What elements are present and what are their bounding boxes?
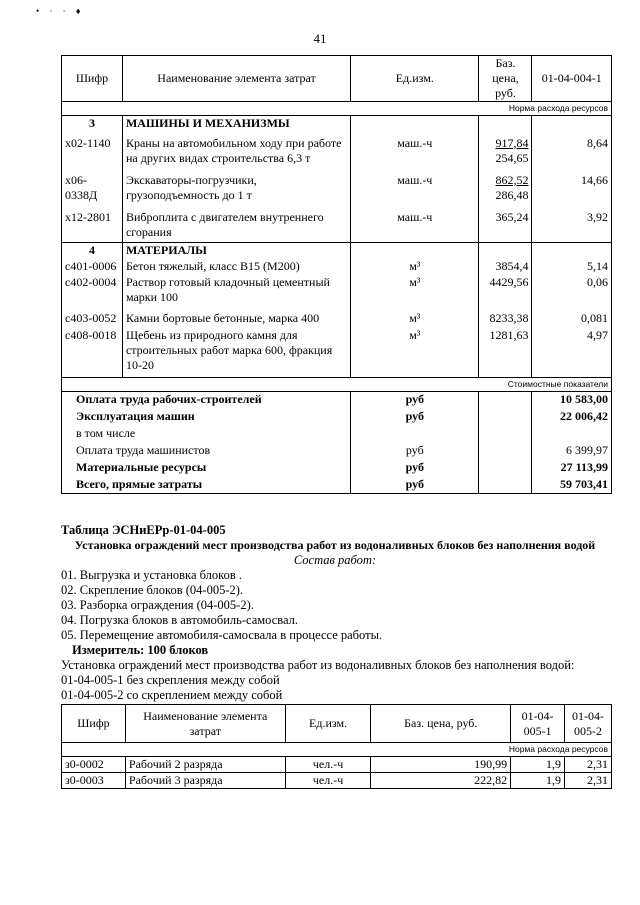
table-row [62,328,612,378]
cost-label-row [62,378,612,392]
row-norm-2: 2,31 [565,773,612,789]
cost-value: 10 583,00 [532,392,612,409]
cost-name: Оплата труда рабочих-строителей [62,392,351,409]
header-col-01-04-004-1: 01-04-004-1 [532,56,612,102]
row-norm: 8,64 [532,136,612,173]
row-norm: 4,97 [532,328,612,378]
row-price: 8233,38 [479,311,532,328]
norm-label: Норма расхода ресурсов [62,102,612,116]
row-norm: 0,081 [532,311,612,328]
row-code: с408-0018 [62,328,123,378]
description-line: 01-04-005-1 без скрепления между собой [61,673,280,687]
norm-label: Норма расхода ресурсов [62,743,612,757]
row-name: Виброплита с двигателем внутреннего сгорания [122,210,350,243]
row-norm-1: 1,9 [511,757,565,773]
header-name: Наименование элемента затрат [122,56,350,102]
section-title: МАШИНЫ И МЕХАНИЗМЫ [122,116,350,136]
row-code: з0-0003 [62,773,126,789]
section-num: 3 [62,116,123,136]
row-price: 1281,63 [479,328,532,378]
row-price: 365,24 [479,210,532,243]
cost-name: Всего, прямые затраты [62,477,351,494]
norm-label-row [62,743,612,757]
cost-unit: руб [351,460,479,477]
work-step: 04. Погрузка блоков в автомобиль-самосвал. [61,613,299,627]
row-code: х06-0338Д [62,173,123,210]
composition-title: Состав работ: [293,553,377,567]
row-code: х02-1140 [62,136,123,173]
meter: Измеритель: 100 блоков [72,643,209,657]
section-subtitle: Установка ограждений мест производства работ из водоналивных блоков без наполнения водой [74,538,596,552]
row-code: с403-0052 [62,311,123,328]
work-step: 03. Разборка ограждения (04-005-2). [61,598,254,612]
table-row [62,210,612,243]
section-num: 4 [62,243,123,259]
cost-name: Материальные ресурсы [62,460,351,477]
description-line: Установка ограждений мест производства работ из водоналивных блоков без наполнения водой: [61,658,575,672]
cost-row [62,426,612,443]
table-header-row [62,56,612,102]
row-code: х12-2801 [62,210,123,243]
cost-unit: руб [351,392,479,409]
table-row [62,275,612,311]
header-code: Шифр [62,705,126,743]
cost-value: 6 399,97 [532,443,612,460]
header-unit: Ед.изм. [351,56,479,102]
table-row [62,757,612,773]
table-header-row [62,705,612,743]
row-price: 862,52 286,48 [479,173,532,210]
cost-value: 27 113,99 [532,460,612,477]
row-code: с401-0006 [62,259,123,275]
resource-table-01-04-005 [61,704,612,789]
section-title: МАТЕРИАЛЫ [122,243,350,259]
row-price: 190,99 [371,757,511,773]
work-step: 01. Выгрузка и установка блоков . [61,568,242,582]
row-price: 222,82 [371,773,511,789]
cost-value: 59 703,41 [532,477,612,494]
row-unit: маш.-ч [351,136,479,173]
cost-row [62,460,612,477]
row-unit: м³ [351,259,479,275]
cost-row [62,443,612,460]
row-unit: чел.-ч [285,757,371,773]
row-price: 917,84 254,65 [479,136,532,173]
header-unit: Ед.изм. [285,705,371,743]
table-row [62,173,612,210]
row-name: Камни бортовые бетонные, марка 400 [122,311,350,328]
table-row [62,136,612,173]
row-unit: м³ [351,311,479,328]
section-row [62,116,612,136]
row-unit: чел.-ч [285,773,371,789]
work-step: 02. Скрепление блоков (04-005-2). [61,583,244,597]
work-step: 05. Перемещение автомобиля-самосвала в процессе работы. [61,628,383,642]
row-unit: м³ [351,328,479,378]
row-norm: 5,14 [532,259,612,275]
row-code: с402-0004 [62,275,123,311]
row-name: Краны на автомобильном ходу при работе на других видах строительства 6,3 т [122,136,350,173]
row-price: 3854,4 [479,259,532,275]
cost-unit: руб [351,477,479,494]
cost-name: Оплата труда машинистов [62,443,351,460]
page-number: 41 [313,31,327,46]
row-norm: 14,66 [532,173,612,210]
row-name: Экскаваторы-погрузчики, грузоподъемность до 1 т [122,173,350,210]
table-row [62,311,612,328]
header-code: Шифр [62,56,123,102]
row-name: Рабочий 3 разряда [125,773,285,789]
cost-name: Эксплуатация машин [62,409,351,426]
cost-row [62,392,612,409]
row-name: Бетон тяжелый, класс В15 (М200) [122,259,350,275]
row-unit: м³ [351,275,479,311]
description-line: 01-04-005-2 со скреплением между собой [61,688,283,702]
resource-table-01-04-004 [61,55,612,494]
row-name: Раствор готовый кладочный цементный марки 100 [122,275,350,311]
header-base-price: Баз. цена, руб. [479,56,532,102]
header-name: Наименование элемента затрат [125,705,285,743]
cost-label: Стоимостные показатели [62,378,612,392]
table-row [62,773,612,789]
row-name: Рабочий 2 разряда [125,757,285,773]
row-name: Щебень из природного камня для строительных работ марка 600, фракция 10-20 [122,328,350,378]
cost-row [62,477,612,494]
table-title: Таблица ЭСНиЕРр-01-04-005 [61,523,226,537]
table-row [62,259,612,275]
row-unit: маш.-ч [351,173,479,210]
row-norm-2: 2,31 [565,757,612,773]
norm-label-row [62,102,612,116]
row-price: 4429,56 [479,275,532,311]
row-unit: маш.-ч [351,210,479,243]
cost-unit: руб [351,443,479,460]
header-col-01-04-005-2: 01-04-005-2 [565,705,612,743]
row-norm-1: 1,9 [511,773,565,789]
cost-row [62,409,612,426]
scan-specks: • · · ♦ [36,6,85,16]
cost-value: 22 006,42 [532,409,612,426]
row-norm: 3,92 [532,210,612,243]
cost-unit: руб [351,409,479,426]
cost-name: в том числе [62,426,351,443]
header-col-01-04-005-1: 01-04-005-1 [511,705,565,743]
section-row [62,243,612,259]
header-base-price: Баз. цена, руб. [371,705,511,743]
row-norm: 0,06 [532,275,612,311]
row-code: з0-0002 [62,757,126,773]
